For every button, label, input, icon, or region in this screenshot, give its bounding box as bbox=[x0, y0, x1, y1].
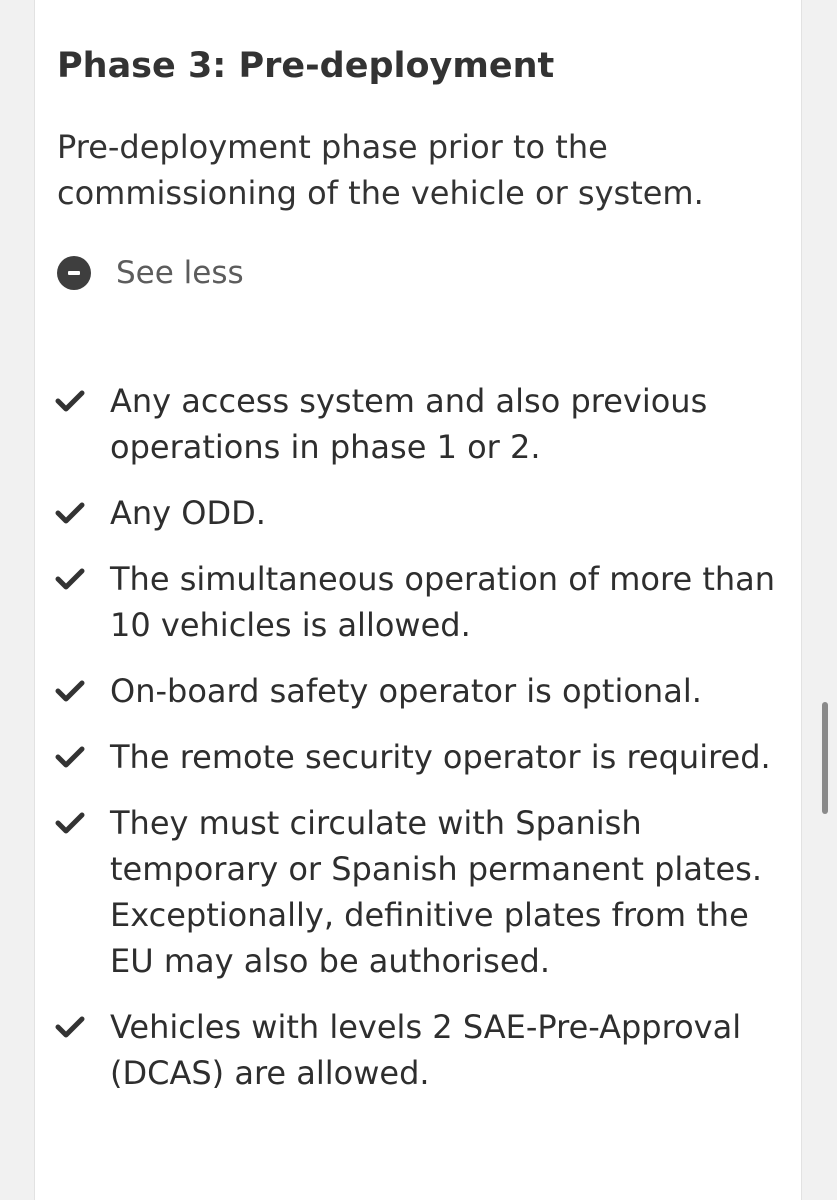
list-item-text: On-board safety operator is optional. bbox=[110, 672, 702, 710]
list-item bbox=[55, 490, 785, 536]
list-item bbox=[55, 668, 785, 714]
scrollbar-thumb[interactable] bbox=[822, 702, 828, 814]
see-less-button[interactable] bbox=[57, 250, 244, 296]
check-icon bbox=[55, 668, 91, 714]
list-item-text: Vehicles with levels 2 SAE-Pre-Approval (DCAS) are allowed. bbox=[110, 1008, 742, 1092]
list-item-text: The remote security operator is required. bbox=[110, 738, 771, 776]
minus-circle-icon bbox=[57, 256, 91, 290]
phase-card bbox=[34, 0, 802, 1200]
check-icon bbox=[55, 800, 91, 846]
check-icon bbox=[55, 1004, 91, 1050]
phase-title: Phase 3: Pre-deployment bbox=[57, 46, 555, 86]
check-icon bbox=[55, 490, 91, 536]
check-icon bbox=[55, 556, 91, 602]
check-icon bbox=[55, 378, 91, 424]
requirements-list bbox=[55, 378, 785, 1116]
list-item-text: Any ODD. bbox=[110, 494, 266, 532]
list-item bbox=[55, 800, 785, 984]
list-item bbox=[55, 734, 785, 780]
see-less-label: See less bbox=[116, 255, 244, 291]
list-item bbox=[55, 556, 785, 648]
list-item bbox=[55, 1004, 785, 1096]
list-item-text: The simultaneous operation of more than 10 vehicles is allowed. bbox=[110, 560, 776, 644]
check-icon bbox=[55, 734, 91, 780]
list-item-text: They must circulate with Spanish temporary or Spanish permanent plates. Exceptionally, definitive plates from the EU may also be authorised. bbox=[110, 804, 762, 980]
list-item-text: Any access system and also previous operations in phase 1 or 2. bbox=[110, 382, 708, 466]
phase-description: Pre-deployment phase prior to the commissioning of the vehicle or system. bbox=[57, 128, 704, 212]
list-item bbox=[55, 378, 785, 470]
